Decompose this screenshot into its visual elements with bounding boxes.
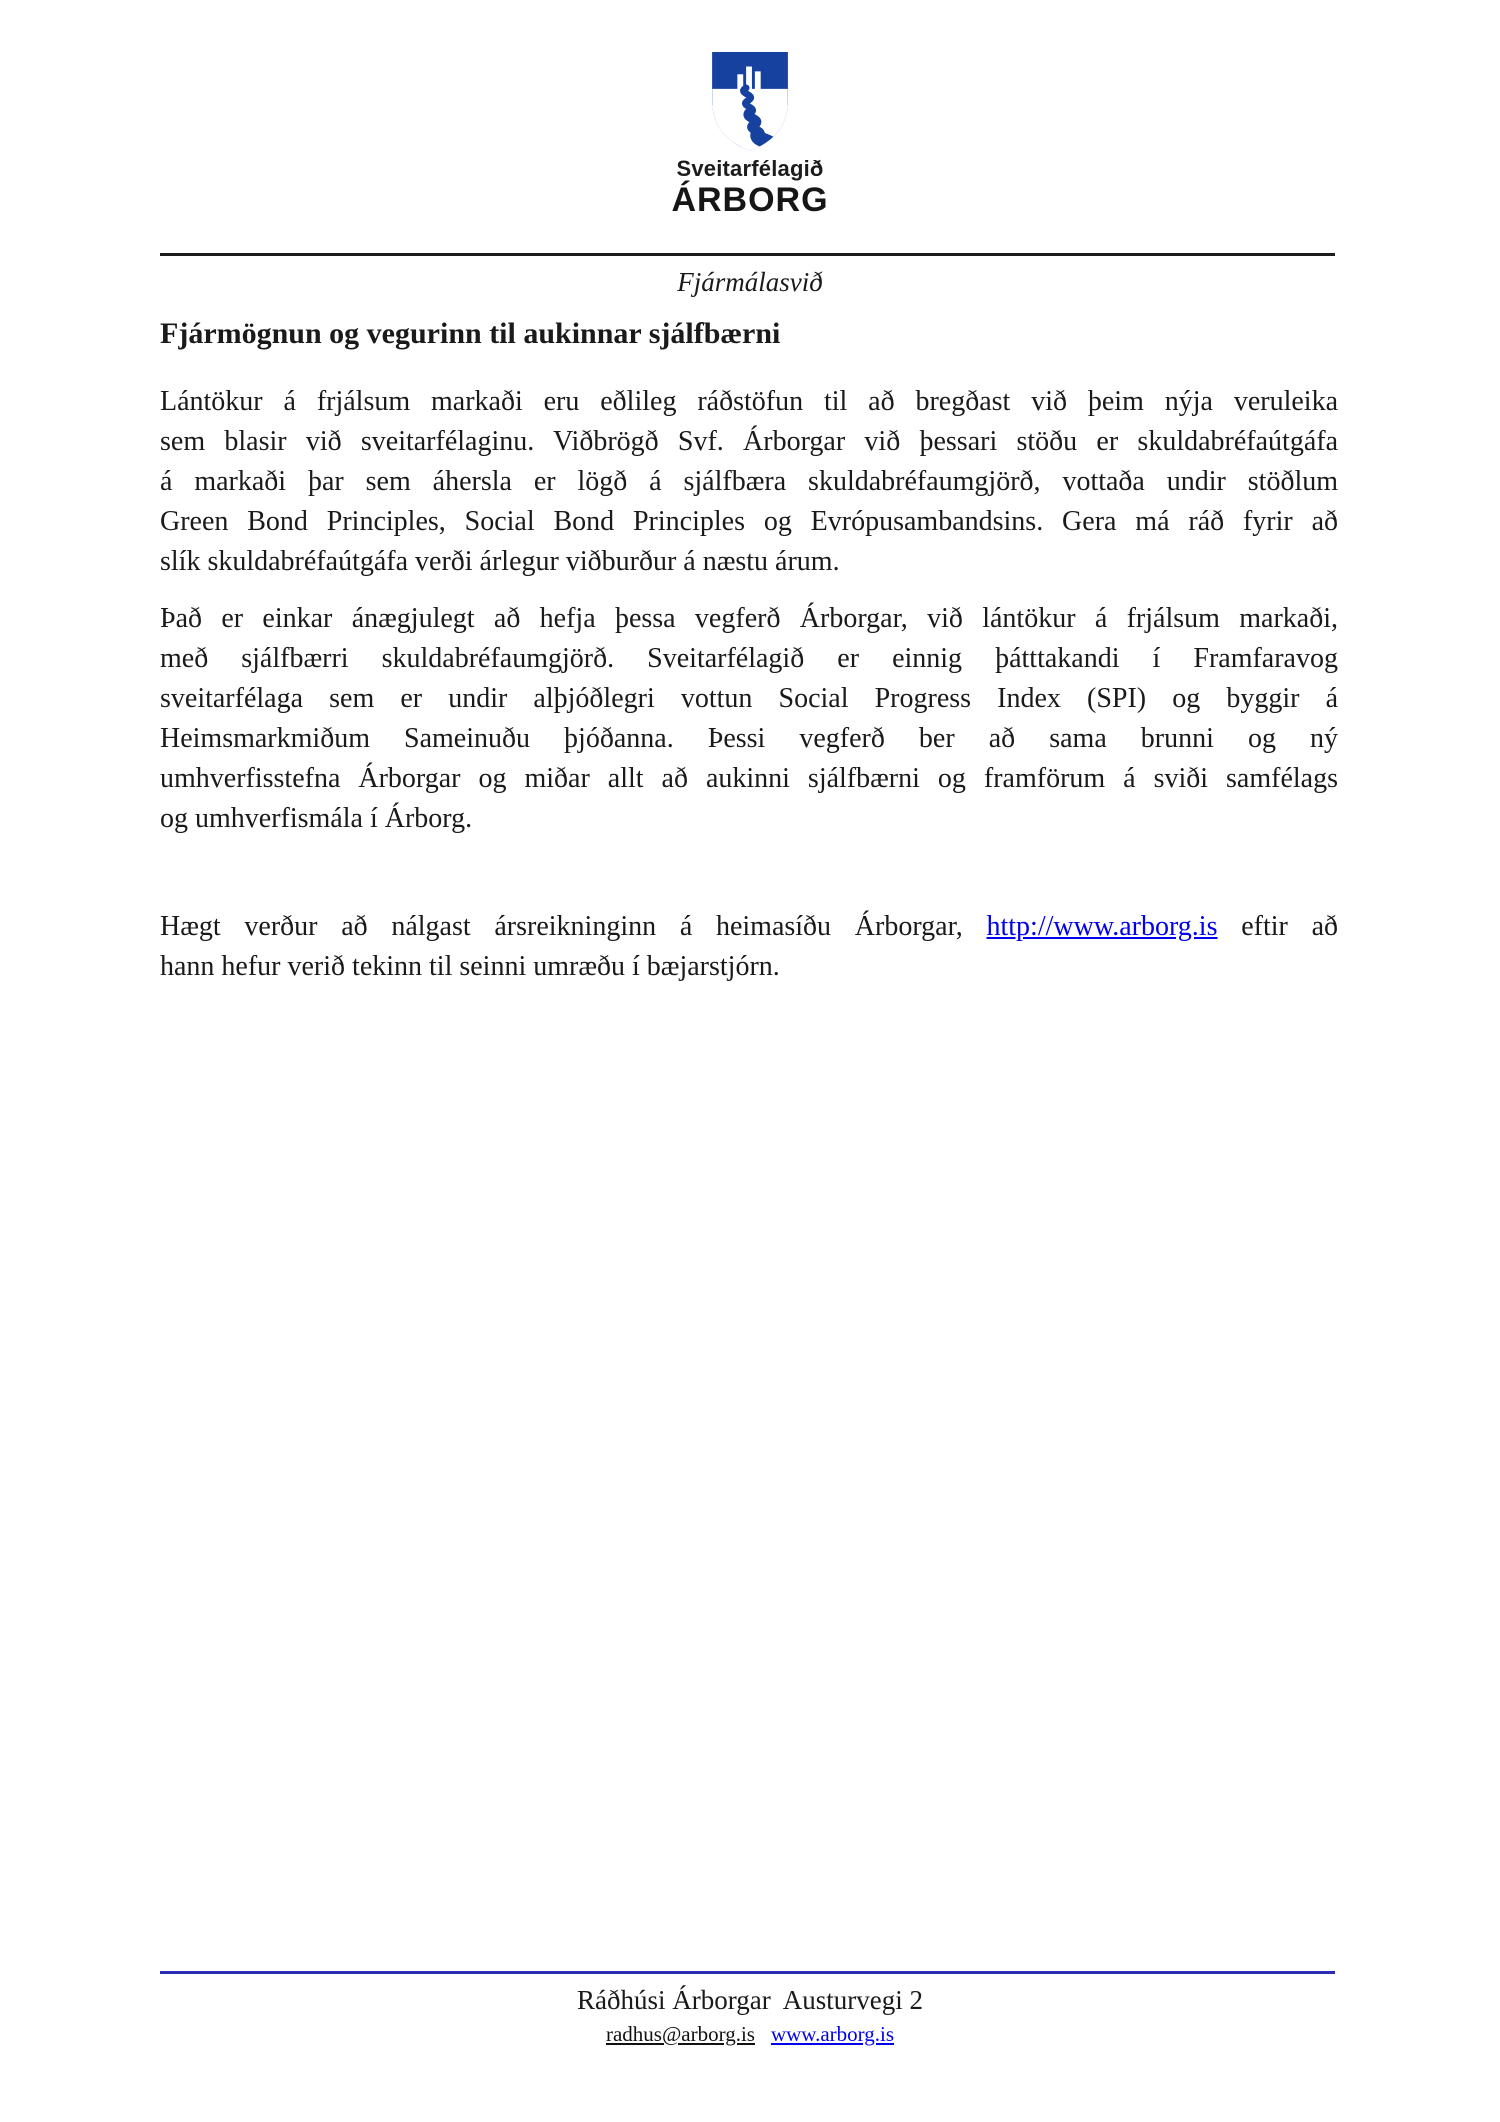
body-line: Green Bond Principles, Social Bond Principles og Evrópusambandsins. Gera má ráð fyrir að [160,506,1338,537]
body-line: sveitarfélaga sem er undir alþjóðlegri vottun Social Progress Index (SPI) og byggir á [160,683,1338,714]
footer-links [0,2021,1500,2047]
arborg-url-link[interactable]: http://www.arborg.is [986,911,1218,942]
header-divider-line [160,253,1335,256]
body-line: umhverfisstefna Árborgar og miðar allt að aukinni sjálfbærni og framförum á sviði samfélags [160,763,1338,794]
org-name-label: ÁRBORG [671,181,829,219]
body-line: Það er einkar ánægjulegt að hefja þessa vegferð Árborgar, við lántökur á frjálsum markaði, [160,603,1338,634]
footer-address: Ráðhúsi Árborgar Austurvegi 2 [577,1985,923,2015]
arborg-coat-of-arms-icon [709,50,791,153]
body-line: og umhverfismála í Árborg. [160,803,473,834]
document-heading: Fjármögnun og vegurinn til aukinnar sjálfbærni [160,317,781,350]
department-label: Fjármálasvið [677,267,823,297]
body-line: hann hefur verið tekinn til seinni umræðu í bæjarstjórn. [160,951,780,982]
paragraph-2 [160,599,1338,839]
document-body [160,316,1338,987]
body-line [160,907,1338,947]
body-line: sem blasir við sveitarfélaginu. Viðbrögð Svf. Árborgar við þessari stöðu er skuldabréfaútgáfa [160,426,1338,457]
body-line: með sjálfbærri skuldabréfaumgjörð. Sveitarfélagið er einnig þátttakandi í Framfaravog [160,643,1338,674]
link-suffix-text: eftir að [1217,911,1338,942]
logo-block [0,50,1500,217]
body-line: Heimsmarkmiðum Sameinuðu þjóðanna. Þessi vegferð ber að sama brunni og ný [160,723,1338,754]
footer-divider-line [160,1971,1335,1974]
paragraph-3 [160,907,1338,987]
footer-website-link[interactable]: www.arborg.is [770,2022,895,2046]
org-prefix-label: Sveitarfélagið [676,156,824,181]
body-line: Lántökur á frjálsum markaði eru eðlileg ráðstöfun til að bregðast við þeim nýja veruleika [160,386,1338,417]
footer-email-link[interactable]: radhus@arborg.is [605,2022,755,2046]
paragraph-1 [160,382,1338,582]
body-line: á markaði þar sem áhersla er lögð á sjálfbæra skuldabréfaumgjörð, vottaða undir stöðlum [160,466,1338,497]
body-line: slík skuldabréfaútgáfa verði árlegur viðburður á næstu árum. [160,546,840,577]
link-prefix-text: Hægt verður að nálgast ársreikninginn á heimasíðu Árborgar, [160,911,987,942]
